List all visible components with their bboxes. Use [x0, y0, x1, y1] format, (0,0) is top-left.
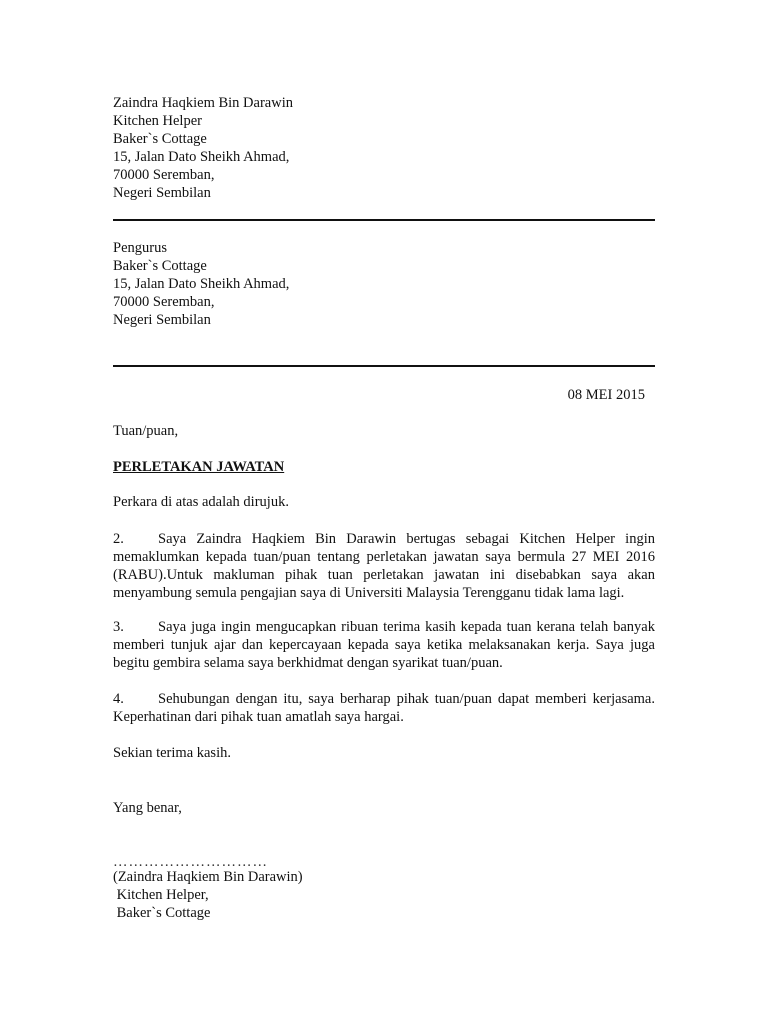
signoff-text: Yang benar,	[113, 800, 182, 816]
recipient-state: Negeri Sembilan	[113, 312, 211, 328]
paragraph-2	[113, 530, 655, 602]
paragraph-number: 4.	[113, 691, 124, 707]
signature-company: Baker`s Cottage	[113, 905, 211, 921]
signature-name: (Zaindra Haqkiem Bin Darawin)	[113, 869, 303, 885]
closing-text: Sekian terima kasih.	[113, 745, 231, 761]
closing-line	[113, 744, 655, 762]
paragraph-text: Saya juga ingin mengucapkan ribuan terima kasih kepada tuan kerana telah banyak memberi tunjuk ajar dan kepercayaan kepada saya ketika melaksanakan kerja. Saya juga begitu gembira selama saya berkhidmat dengan syarikat tuan/puan.	[113, 619, 655, 671]
sender-name: Zaindra Haqkiem Bin Darawin	[113, 95, 293, 111]
paragraph-text: Saya Zaindra Haqkiem Bin Darawin bertugas sebagai Kitchen Helper ingin memaklumkan kepada tuan/puan tentang perletakan jawatan saya bermula 27 MEI 2016 (RABU).Untuk makluman pihak tuan perletakan jawatan ini disebabkan saya akan menyambung semula pengajian saya di Universiti Malaysia Terengganu tidak lama lagi.	[113, 531, 655, 601]
recipient-street: 15, Jalan Dato Sheikh Ahmad,	[113, 276, 290, 292]
signature-title: Kitchen Helper,	[113, 887, 209, 903]
paragraph-3	[113, 618, 655, 672]
sender-postcode: 70000 Seremban,	[113, 167, 215, 183]
salutation	[113, 422, 655, 440]
salutation-text: Tuan/puan,	[113, 423, 179, 439]
divider-rule	[113, 365, 655, 367]
subject-heading	[113, 458, 655, 476]
sender-address	[113, 94, 655, 202]
paragraph-number: 3.	[113, 619, 124, 635]
recipient-title: Pengurus	[113, 240, 167, 256]
signoff-line	[113, 799, 655, 817]
recipient-company: Baker`s Cottage	[113, 258, 207, 274]
sender-street: 15, Jalan Dato Sheikh Ahmad,	[113, 149, 290, 165]
subject-text: PERLETAKAN JAWATAN	[113, 459, 285, 475]
letter-date: 08 MEI 2015	[567, 387, 645, 403]
recipient-postcode: 70000 Seremban,	[113, 294, 215, 310]
recipient-address	[113, 239, 655, 329]
paragraph-number: 2.	[113, 531, 124, 547]
sender-company: Baker`s Cottage	[113, 131, 207, 147]
paragraph-4	[113, 690, 655, 726]
signature-block	[113, 868, 655, 922]
intro-text: Perkara di atas adalah dirujuk.	[113, 494, 289, 510]
paragraph-text: Sehubungan dengan itu, saya berharap pihak tuan/puan dapat memberi kerjasama. Keperhatinan dari pihak tuan amatlah saya hargai.	[113, 691, 655, 725]
intro-line	[113, 493, 655, 511]
signature-line: …………………………	[113, 854, 268, 870]
sender-state: Negeri Sembilan	[113, 185, 211, 201]
sender-title: Kitchen Helper	[113, 113, 202, 129]
divider-rule	[113, 219, 655, 221]
